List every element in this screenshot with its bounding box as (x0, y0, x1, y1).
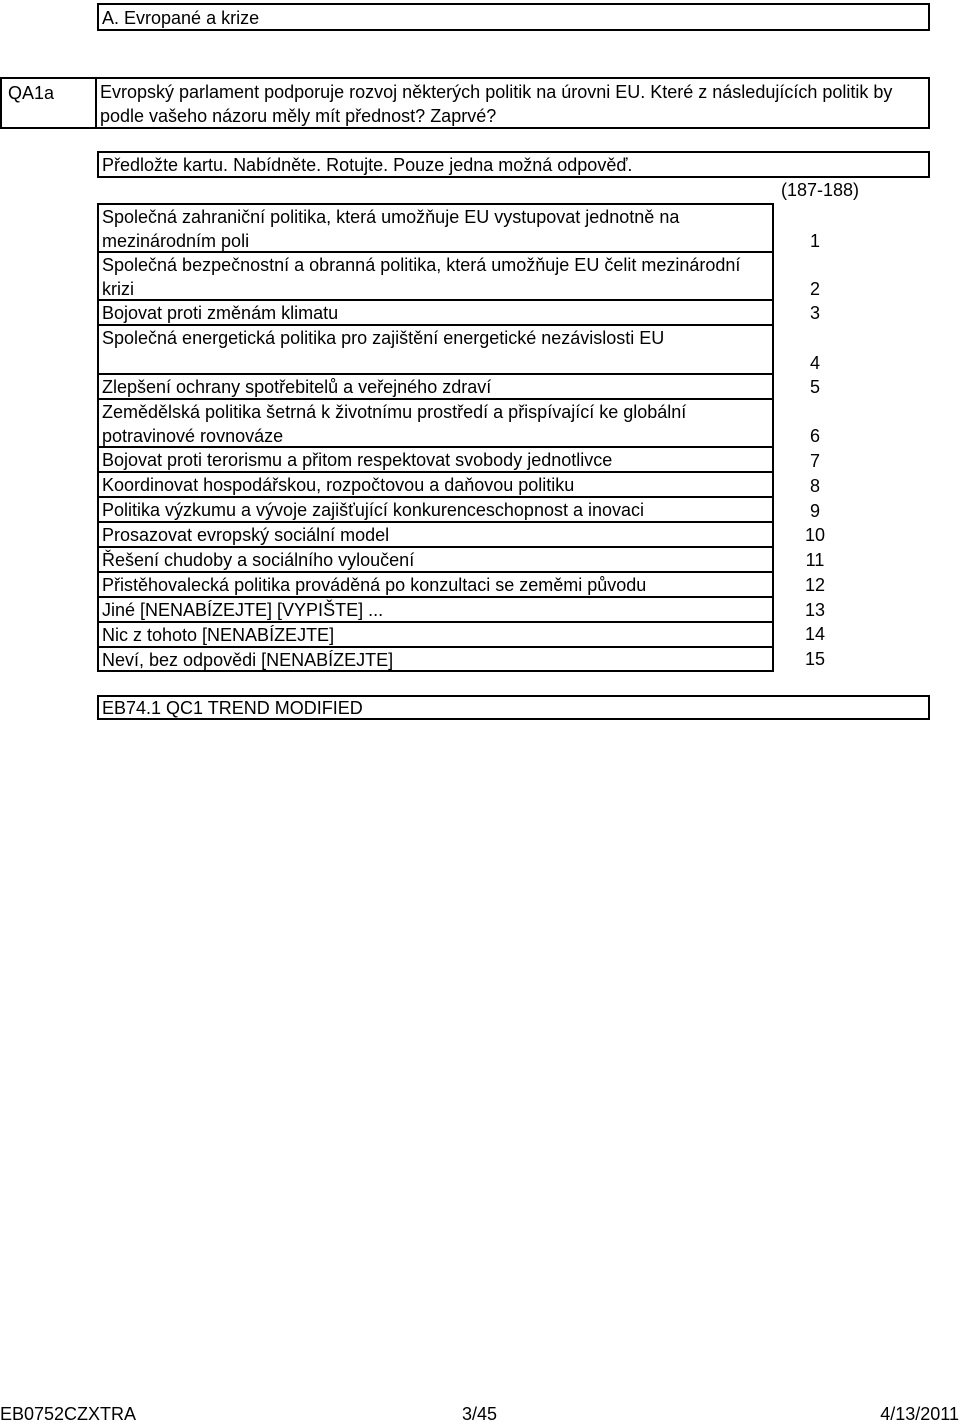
footer-page-number: 3/45 (462, 1404, 498, 1424)
answer-code: 13 (804, 600, 826, 620)
answer-code: 2 (809, 279, 820, 299)
answer-option: Neví, bez odpovědi [NENABÍZEJTE] (97, 646, 774, 672)
answer-code: 15 (804, 649, 826, 669)
answer-code: 1 (809, 231, 820, 251)
question-id: QA1a (0, 77, 97, 129)
answer-code: 11 (805, 550, 825, 570)
answer-code: 9 (809, 501, 820, 521)
answer-code: 4 (809, 353, 820, 373)
answer-code: 6 (809, 426, 820, 446)
answer-option: Společná zahraniční politika, která umožňuje EU vystupovat jednotně na mezinárodním poli (97, 203, 774, 253)
answer-option: Přistěhovalecká politika prováděná po konzultaci se zeměmi původu (97, 571, 774, 598)
answer-option: Bojovat proti změnám klimatu (97, 299, 774, 326)
code-range: (187-188) (780, 180, 860, 200)
answer-option: Zlepšení ochrany spotřebitelů a veřejného zdraví (97, 373, 774, 400)
answer-option: Řešení chudoby a sociálního vyloučení (97, 546, 774, 573)
answer-option: Společná energetická politika pro zajištění energetické nezávislosti EU (97, 324, 774, 375)
answer-code: 14 (804, 624, 826, 644)
answer-code: 7 (809, 451, 820, 471)
answer-option: Koordinovat hospodářskou, rozpočtovou a daňovou politiku (97, 471, 774, 498)
answer-option: Nic z tohoto [NENABÍZEJTE] (97, 621, 774, 648)
answer-option: Bojovat proti terorismu a přitom respektovat svobody jednotlivce (97, 446, 774, 473)
footer-doc-id: EB0752CZXTRA (0, 1404, 137, 1424)
answer-code: 10 (804, 525, 826, 545)
answer-code: 3 (809, 303, 820, 323)
answer-code: 12 (804, 575, 826, 595)
answer-code: 8 (809, 476, 820, 496)
interviewer-instruction: Předložte kartu. Nabídněte. Rotujte. Pouze jedna možná odpověď. (97, 151, 930, 178)
answer-option: Zemědělská politika šetrná k životnímu prostředí a přispívající ke globální potravinové rovnováze (97, 398, 774, 448)
question-text: Evropský parlament podporuje rozvoj některých politik na úrovni EU. Které z následujících politik by podle vašeho názoru měly mít přednost? Zaprvé? (95, 77, 930, 129)
footer-date: 4/13/2011 (880, 1404, 959, 1424)
answer-option: Společná bezpečnostní a obranná politika, která umožňuje EU čelit mezinárodní krizi (97, 251, 774, 301)
answer-option: Jiné [NENABÍZEJTE] [VYPIŠTE] ... (97, 596, 774, 623)
answer-option: Prosazovat evropský sociální model (97, 521, 774, 548)
trend-note: EB74.1 QC1 TREND MODIFIED (97, 695, 930, 720)
answer-code: 5 (809, 377, 820, 397)
section-title: A. Evropané a krize (97, 3, 930, 31)
answer-option: Politika výzkumu a vývoje zajišťující konkurenceschopnost a inovaci (97, 496, 774, 523)
